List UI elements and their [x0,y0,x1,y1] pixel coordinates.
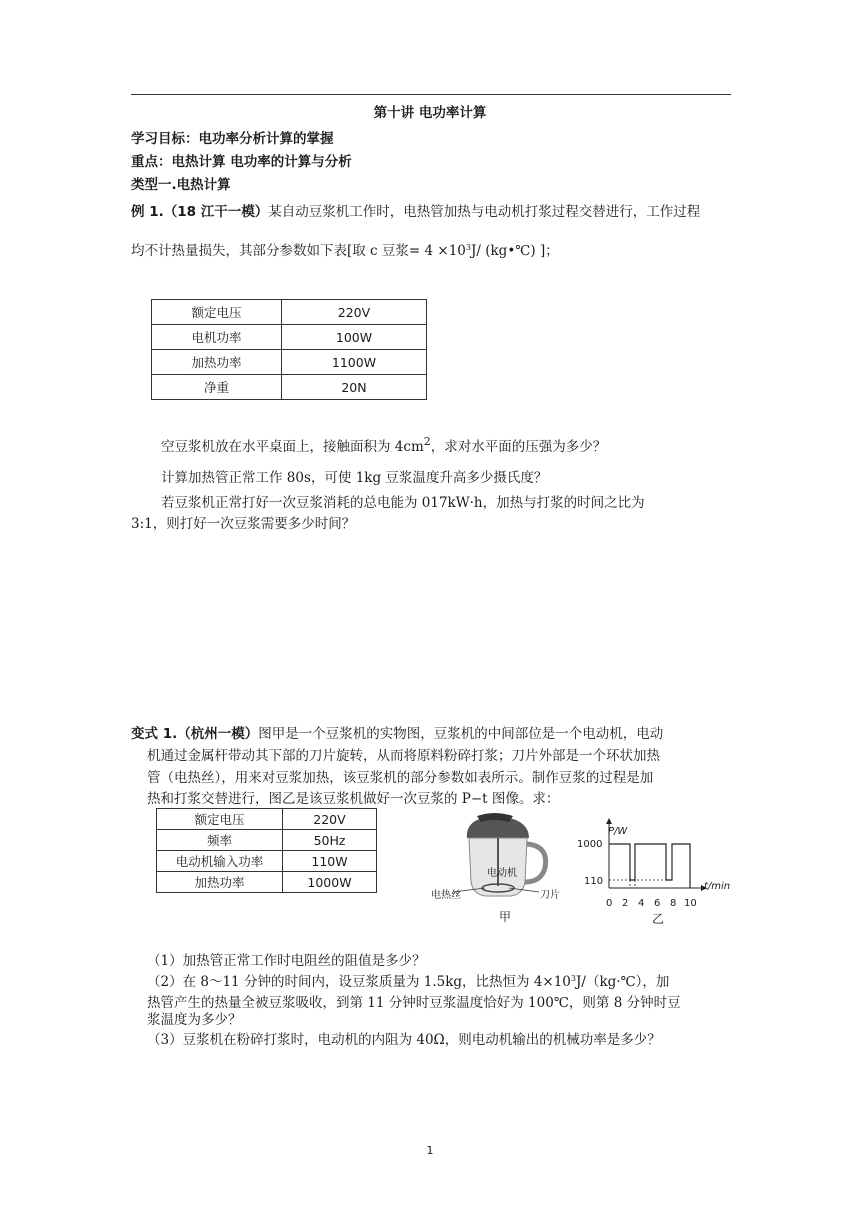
graph-x-tick: 4 [638,898,645,909]
variant-1-question-2-cont: 热管产生的热量全被豆浆吸收，到第 11 分钟时豆浆温度恰好为 100℃，则第 8 分钟时豆 [147,995,681,1011]
power-time-graph [575,818,745,910]
example-1-parameter-table [151,299,427,400]
page-number: 1 [426,1144,434,1157]
graph-x-tick: 0 [606,898,613,909]
variant-1-question-3: （3）豆浆机在粉碎打浆时，电动机的内阻为 40Ω，则电动机输出的机械功率是多少？ [147,1032,661,1048]
figure-jia-caption: 甲 [499,910,512,924]
graph-x-label: t/min [704,881,731,892]
figure-yi-caption: 乙 [652,912,665,926]
variant-1-question-2: （2）在 8～11 分钟的时间内，设豆浆质量为 1.5kg，比热恒为 $4\times 10^3J/(kg\cdot℃)$，加 [147,974,670,990]
variant-1-line-1: 变式 1.（杭州一模）图甲是一个豆浆机的实物图，豆浆机的中间部位是一个电动机，电动 [131,726,664,742]
header-rule [131,94,731,95]
table-row: 加热功率 1100W [152,350,427,375]
variant-1-line-2: 机通过金属杆带动其下部的刀片旋转，从而将原料粉碎打浆；刀片外部是一个环状加热 [147,748,660,764]
table-row: 加热功率 1000W [157,872,377,893]
table-row: 频率 50Hz [157,830,377,851]
table-row: 净重 20N [152,375,427,400]
example-1-question-2: 计算加热管正常工作 80s，可使 1kg 豆浆温度升高多少摄氏度？ [161,470,548,486]
graph-x-tick: 8 [670,898,677,909]
graph-x-tick: 2 [622,898,629,909]
table-row: 电动机输入功率 110W [157,851,377,872]
table-row: 额定电压 220V [157,809,377,830]
variant-1-question-1: （1）加热管正常工作时电阻丝的阻值是多少？ [147,953,426,969]
variant-1-line-4: 热和打浆交替进行，图乙是该豆浆机做好一次豆浆的 P−t 图像。求： [147,791,560,807]
graph-x-tick: 10 [684,898,697,909]
graph-y-high: 1000 [577,839,603,850]
type-one-heading: 类型一.电热计算 [131,177,231,193]
example-1-line-2: 均不计热量损失，其部分参数如下表[取 c 豆浆= $4 \times 10^3J/$ (kg•℃) ]； [131,243,559,259]
example-1-question-3: 若豆浆机正常打好一次豆浆消耗的总电能为 017kW·h，加热与打浆的时间之比为 [161,495,645,511]
motor-label: 电动机 [487,868,517,879]
lecture-title: 第十讲 电功率计算 [373,105,487,121]
blade-label: 刀片 [540,890,560,901]
example-1-question-3-cont: 3:1，则打好一次豆浆需要多少时间？ [131,516,356,532]
table-row: 额定电压 220V [152,300,427,325]
example-1-label: 例 1.（18 江干一模） [131,204,269,220]
graph-x-tick: 6 [654,898,661,909]
key-points: 重点：电热计算 电功率的计算与分析 [131,154,352,170]
example-1-question-1: 空豆浆机放在水平桌面上，接触面积为 $4cm^2$，求对水平面的压强为多少？ [161,435,607,455]
variant-1-parameter-table [156,808,377,893]
variant-1-line-3: 管（电热丝），用来对豆浆加热，该豆浆机的部分参数如表所示。制作豆浆的过程是加 [147,770,654,786]
graph-y-label: P/W [608,826,628,837]
learning-objectives: 学习目标：电功率分析计算的掌握 [131,131,334,147]
table-row: 电机功率 100W [152,325,427,350]
graph-y-low: 110 [584,876,604,887]
heating-wire-label: 电热丝 [431,890,461,901]
example-1-line-1: 例 1.（18 江干一模）某自动豆浆机工作时，电热管加热与电动机打浆过程交替进行，工作过程 [131,204,701,220]
variant-1-label: 变式 1.（杭州一模） [131,726,259,742]
variant-1-question-2-end: 浆温度为多少？ [147,1012,242,1028]
